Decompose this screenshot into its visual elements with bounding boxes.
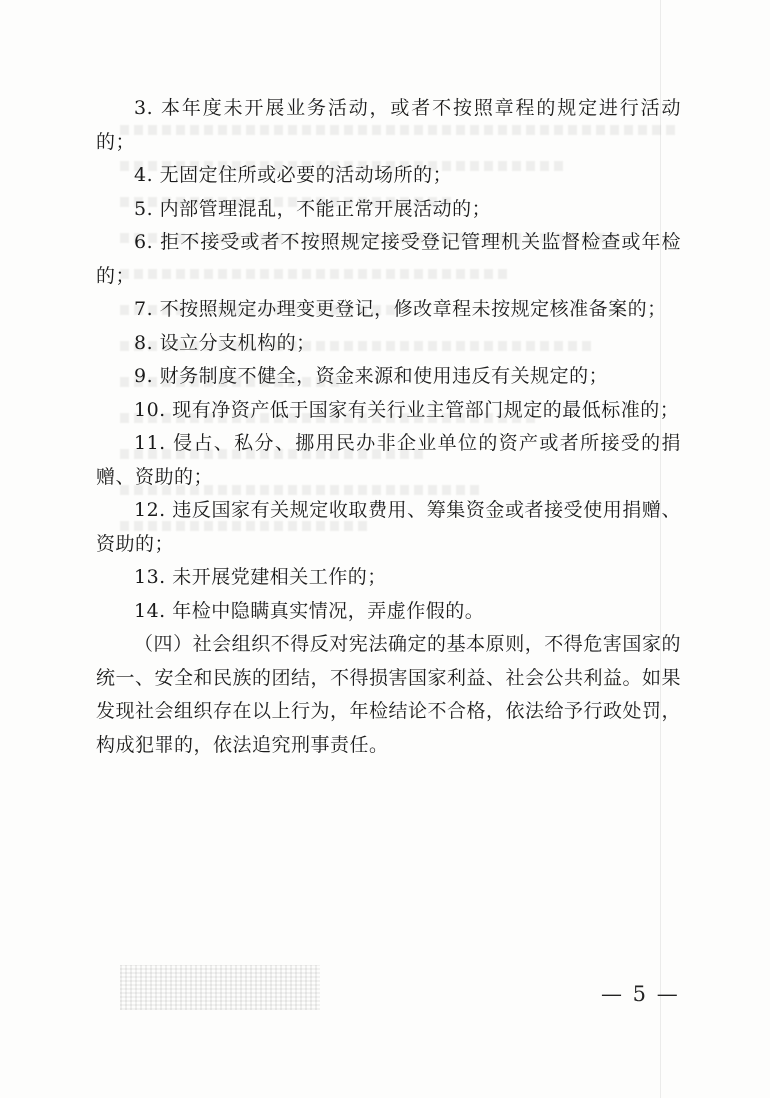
paragraph-item-9: 9. 财务制度不健全，资金来源和使用违反有关规定的； (134, 365, 609, 387)
page-number: — 5 — (601, 982, 680, 1006)
paragraph-item-3: 3. 本年度未开展业务活动，或者不按照章程的规定进行活动的； (96, 97, 681, 153)
paragraph-item-4: 4. 无固定住所或必要的活动场所的； (134, 164, 453, 186)
paragraph-section-4: （四）社会组织不得反对宪法确定的基本原则，不得危害国家的统一、安全和民族的团结，不得损害国家利益、社会公共利益。如果发现社会组织存在以上行为，年检结论不合格，依法给予行政处罚，构成犯罪的，依法追究刑事责任。 (96, 633, 682, 756)
paragraph-item-11: 11. 侵占、私分、挪用民办非企业单位的资产或者所接受的捐赠、资助的； (96, 432, 681, 488)
paragraph-item-7: 7. 不按照规定办理变更登记，修改章程未按规定核准备案的； (134, 298, 667, 320)
scan-noise-patch (120, 965, 320, 1010)
paragraph-item-8: 8. 设立分支机构的； (134, 331, 316, 354)
document-body (96, 92, 681, 762)
paragraph-item-12: 12. 违反国家有关规定收取费用、筹集资金或者接受使用捐赠、资助的； (96, 499, 681, 555)
paragraph-item-13: 13. 未开展党建相关工作的； (134, 566, 387, 588)
paragraph-item-6: 6. 拒不接受或者不按照规定接受登记管理机关监督检查或年检的； (96, 231, 681, 287)
paragraph-item-14: 14. 年检中隐瞒真实情况，弄虚作假的。 (134, 599, 485, 622)
paragraph-item-5: 5. 内部管理混乱，不能正常开展活动的； (134, 197, 492, 220)
paragraph-item-10: 10. 现有净资产低于国家有关行业主管部门规定的最低标准的； (134, 398, 680, 421)
